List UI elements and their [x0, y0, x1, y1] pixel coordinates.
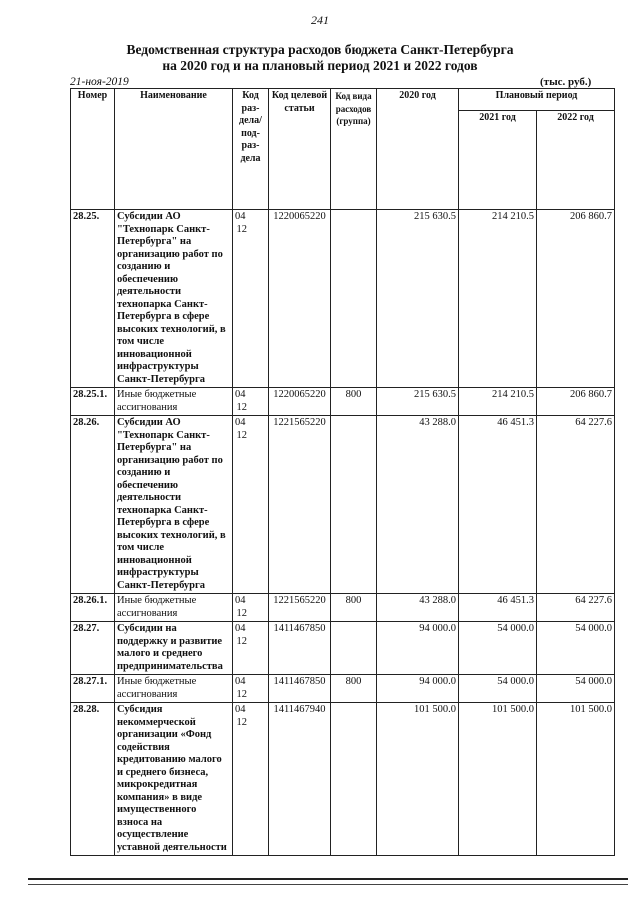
row-2022: 64 227.6 [537, 416, 615, 594]
document-date: 21-ноя-2019 [70, 76, 129, 88]
row-2021: 214 210.5 [459, 388, 537, 416]
row-target: 1411467940 [269, 703, 331, 856]
table-row [71, 210, 615, 388]
row-section-code: 04 [235, 417, 246, 428]
row-2020: 43 288.0 [377, 594, 459, 622]
row-2022: 206 860.7 [537, 210, 615, 388]
table-row [71, 416, 615, 594]
header-target: Код целевой статьи [269, 89, 331, 210]
row-subsection-code: 12 [236, 635, 247, 647]
row-name: Субсидии АО "Технопарк Санкт-Петербурга" на организацию работ по созданию и обеспечению деятельности технопарка Санкт-Петербурга в сфере высоких технологий, в том числе инновационной инфраструктуры Санкт-Петербурга [115, 210, 233, 388]
row-subsection-code: 12 [236, 716, 247, 728]
table-row [71, 622, 615, 675]
table-row [71, 703, 615, 856]
row-2020: 215 630.5 [377, 388, 459, 416]
page-number: 241 [311, 13, 329, 27]
row-name: Иные бюджетные ассигнования [115, 388, 233, 416]
unit-label: (тыс. руб.) [540, 76, 592, 88]
row-number: 28.27. [71, 622, 115, 675]
row-2022: 54 000.0 [537, 622, 615, 675]
row-subsection-code: 12 [236, 223, 247, 235]
row-2021: 46 451.3 [459, 594, 537, 622]
row-subsection-code: 12 [236, 607, 247, 619]
row-2020: 215 630.5 [377, 210, 459, 388]
row-section [233, 675, 269, 703]
header-expense-type: Код вида расходов (группа) [331, 89, 377, 210]
header-2020: 2020 год [377, 89, 459, 210]
row-2022: 206 860.7 [537, 388, 615, 416]
document-title [0, 42, 640, 74]
header-section: Код раз-дела/ под-раз-дела [233, 89, 269, 210]
row-section-code: 04 [235, 676, 246, 687]
row-name: Иные бюджетные ассигнования [115, 594, 233, 622]
row-expense-type [331, 416, 377, 594]
table-row [71, 675, 615, 703]
table-header [71, 89, 615, 210]
row-2021: 101 500.0 [459, 703, 537, 856]
header-number: Номер [71, 89, 115, 210]
header-2021: 2021 год [459, 111, 537, 210]
row-target: 1220065220 [269, 210, 331, 388]
row-target: 1220065220 [269, 388, 331, 416]
row-subsection-code: 12 [236, 401, 247, 413]
row-section [233, 416, 269, 594]
row-2020: 43 288.0 [377, 416, 459, 594]
row-name: Субсидии на поддержку и развитие малого и среднего предпринимательства [115, 622, 233, 675]
bottom-rule [28, 878, 628, 880]
row-2021: 54 000.0 [459, 622, 537, 675]
header-planned-period: Плановый период [459, 89, 615, 111]
row-number: 28.26.1. [71, 594, 115, 622]
table-row [71, 388, 615, 416]
row-2021: 54 000.0 [459, 675, 537, 703]
row-2022: 64 227.6 [537, 594, 615, 622]
row-2020: 94 000.0 [377, 622, 459, 675]
row-target: 1411467850 [269, 675, 331, 703]
row-expense-type [331, 210, 377, 388]
row-target: 1411467850 [269, 622, 331, 675]
row-number: 28.26. [71, 416, 115, 594]
row-2021: 46 451.3 [459, 416, 537, 594]
budget-table [70, 88, 615, 856]
row-2022: 54 000.0 [537, 675, 615, 703]
row-expense-type [331, 703, 377, 856]
row-expense-type [331, 622, 377, 675]
row-number: 28.28. [71, 703, 115, 856]
row-target: 1221565220 [269, 416, 331, 594]
row-target: 1221565220 [269, 594, 331, 622]
row-2020: 101 500.0 [377, 703, 459, 856]
title-line-2: на 2020 год и на плановый период 2021 и 2022 годов [162, 58, 478, 73]
header-2022: 2022 год [537, 111, 615, 210]
row-name: Субсидия некоммерческой организации «Фонд содействия кредитованию малого и среднего бизнеса, микрокредитная компания» в виде имущественного взноса на осуществление уставной деятельности [115, 703, 233, 856]
row-number: 28.25. [71, 210, 115, 388]
row-section [233, 594, 269, 622]
row-number: 28.27.1. [71, 675, 115, 703]
row-expense-type: 800 [331, 594, 377, 622]
table-row [71, 594, 615, 622]
row-2021: 214 210.5 [459, 210, 537, 388]
bottom-rule-thin [28, 884, 628, 885]
row-section-code: 04 [235, 389, 246, 400]
row-section-code: 04 [235, 704, 246, 715]
row-expense-type: 800 [331, 675, 377, 703]
row-section [233, 703, 269, 856]
row-section [233, 388, 269, 416]
row-subsection-code: 12 [236, 429, 247, 441]
row-name: Субсидии АО "Технопарк Санкт-Петербурга" на организацию работ по созданию и обеспечению деятельности технопарка Санкт-Петербурга в сфере высоких технологий, в том числе инновационной инфраструктуры Санкт-Петербурга [115, 416, 233, 594]
row-expense-type: 800 [331, 388, 377, 416]
table-body [71, 210, 615, 856]
row-2020: 94 000.0 [377, 675, 459, 703]
title-line-1: Ведомственная структура расходов бюджета Санкт-Петербурга [126, 42, 514, 57]
row-number: 28.25.1. [71, 388, 115, 416]
row-subsection-code: 12 [236, 688, 247, 700]
row-2022: 101 500.0 [537, 703, 615, 856]
row-section [233, 622, 269, 675]
row-section-code: 04 [235, 623, 246, 634]
header-name: Наименование [115, 89, 233, 210]
row-section-code: 04 [235, 211, 246, 222]
row-section [233, 210, 269, 388]
row-section-code: 04 [235, 595, 246, 606]
row-name: Иные бюджетные ассигнования [115, 675, 233, 703]
